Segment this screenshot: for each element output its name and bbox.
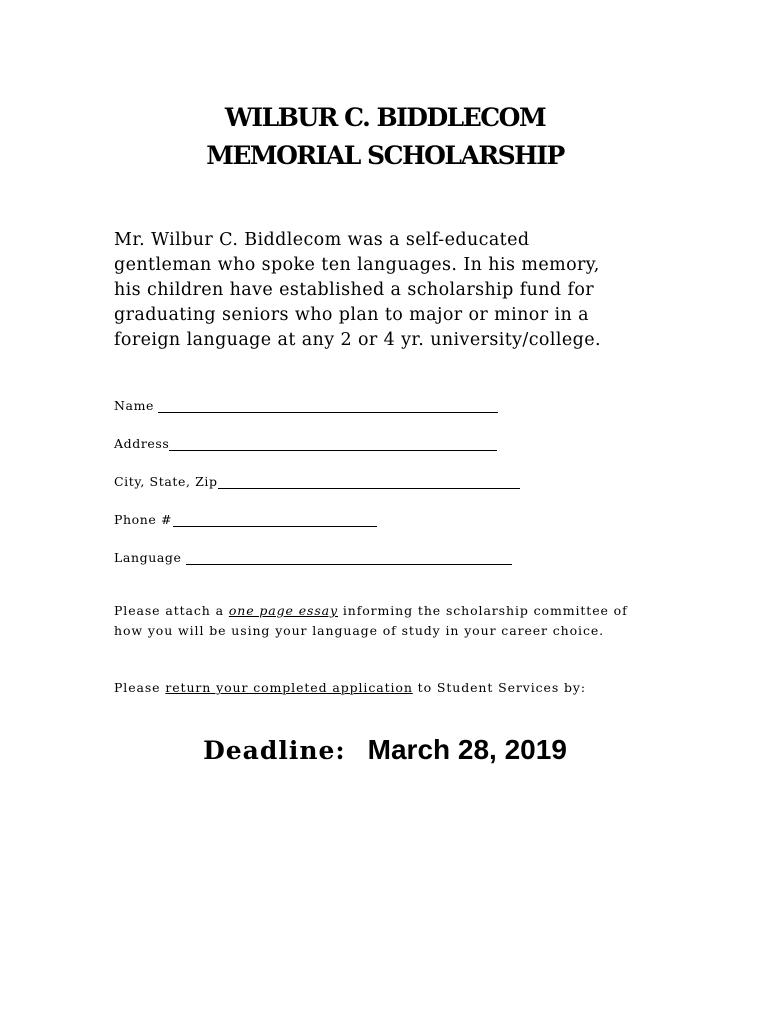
address-blank-line[interactable] <box>169 436 497 451</box>
return-instructions <box>114 678 586 698</box>
name-blank-line[interactable] <box>158 398 498 413</box>
name-field <box>114 393 498 413</box>
deadline <box>0 734 770 766</box>
phone-label: Phone # <box>114 512 173 527</box>
deadline-label: Deadline: <box>203 736 346 765</box>
intro-line: gentleman who spoke ten languages. In his memory, <box>114 255 600 275</box>
return-application-text: return your completed application <box>165 680 413 695</box>
deadline-date: March 28, 2019 <box>367 734 567 765</box>
address-label: Address <box>114 436 170 451</box>
intro-line: foreign language at any 2 or 4 yr. university/college. <box>114 330 601 350</box>
one-page-essay-text: one page essay <box>228 603 338 618</box>
phone-blank-line[interactable] <box>173 512 377 527</box>
return-prefix: Please <box>114 680 161 695</box>
phone-field <box>114 507 377 527</box>
language-field <box>114 545 512 565</box>
intro-paragraph <box>114 228 674 353</box>
city-state-zip-field <box>114 469 520 489</box>
intro-line: Mr. Wilbur C. Biddlecom was a self-educated <box>114 230 530 250</box>
city-state-zip-blank-line[interactable] <box>218 474 520 489</box>
intro-line: his children have established a scholarship fund for <box>114 280 595 300</box>
address-field <box>114 431 497 451</box>
city-state-zip-label: City, State, Zip <box>114 474 218 489</box>
name-label: Name <box>114 398 155 413</box>
essay-line-2: how you will be using your language of study in your career choice. <box>114 623 605 638</box>
language-blank-line[interactable] <box>186 550 512 565</box>
scholarship-title-line-1: WILBUR C. BIDDLECOM <box>224 103 546 132</box>
essay-instructions <box>114 601 628 641</box>
intro-line: graduating seniors who plan to major or minor in a <box>114 305 589 325</box>
language-label: Language <box>114 550 182 565</box>
scholarship-title-line-2: MEMORIAL SCHOLARSHIP <box>206 141 564 170</box>
essay-suffix: informing the scholarship committee of <box>342 603 628 618</box>
essay-prefix: Please attach a <box>114 603 224 618</box>
return-suffix: to Student Services by: <box>417 680 587 695</box>
